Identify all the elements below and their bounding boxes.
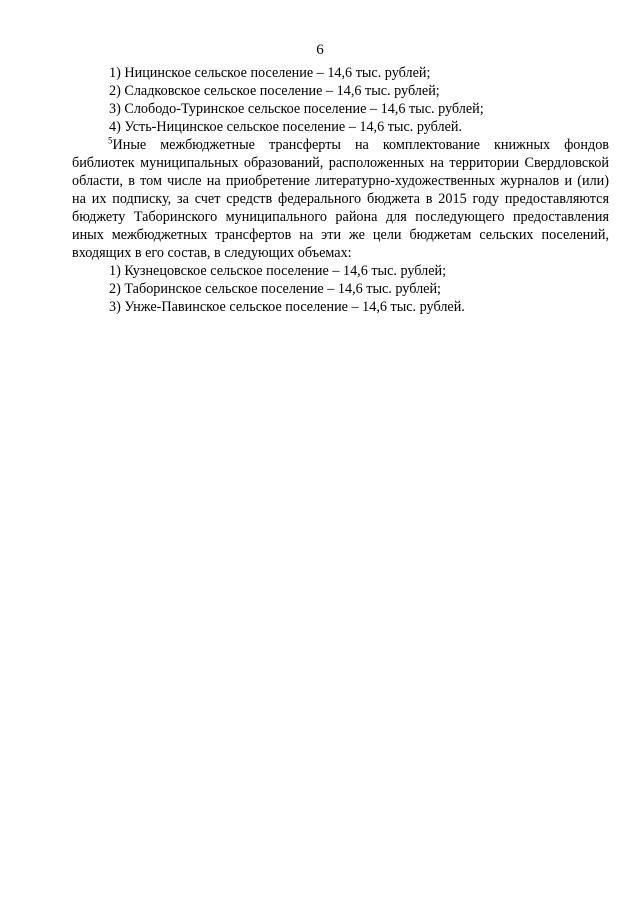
transfer-paragraph (72, 136, 609, 262)
list-item: 4) Усть-Ницинское сельское поселение – 14,6 тыс. рублей. (109, 119, 463, 135)
paragraph-text: Иные межбюджетные трансферты на комплектование книжных фондов библиотек муниципальных образований, расположенных на территории Свердловской области, в том числе на приобретение литературно-художественных журналов и (или) на их подписку, за счет средств федерального бюджета в 2015 году предоставляются бюджету Таборинского муниципального района для последующего предоставления иных межбюджетных трансфертов на эти же цели бюджетам сельских поселений, входящих в его состав, в следующих объемах: (72, 137, 609, 261)
list-item: 2) Сладковское сельское поселение – 14,6 тыс. рублей; (109, 83, 440, 99)
document-body (72, 64, 609, 316)
list-item: 2) Таборинское сельское поселение – 14,6 тыс. рублей; (109, 281, 441, 297)
list-item: 1) Ницинское сельское поселение – 14,6 тыс. рублей; (109, 65, 431, 81)
page-number: 6 (316, 42, 324, 58)
list-item: 3) Слободо-Туринское сельское поселение – 14,6 тыс. рублей; (109, 101, 484, 117)
footnote-mark: 5 (108, 135, 113, 146)
list-item: 1) Кузнецовское сельское поселение – 14,6 тыс. рублей; (109, 263, 447, 279)
list-item: 3) Унже-Павинское сельское поселение – 14,6 тыс. рублей. (109, 299, 465, 315)
